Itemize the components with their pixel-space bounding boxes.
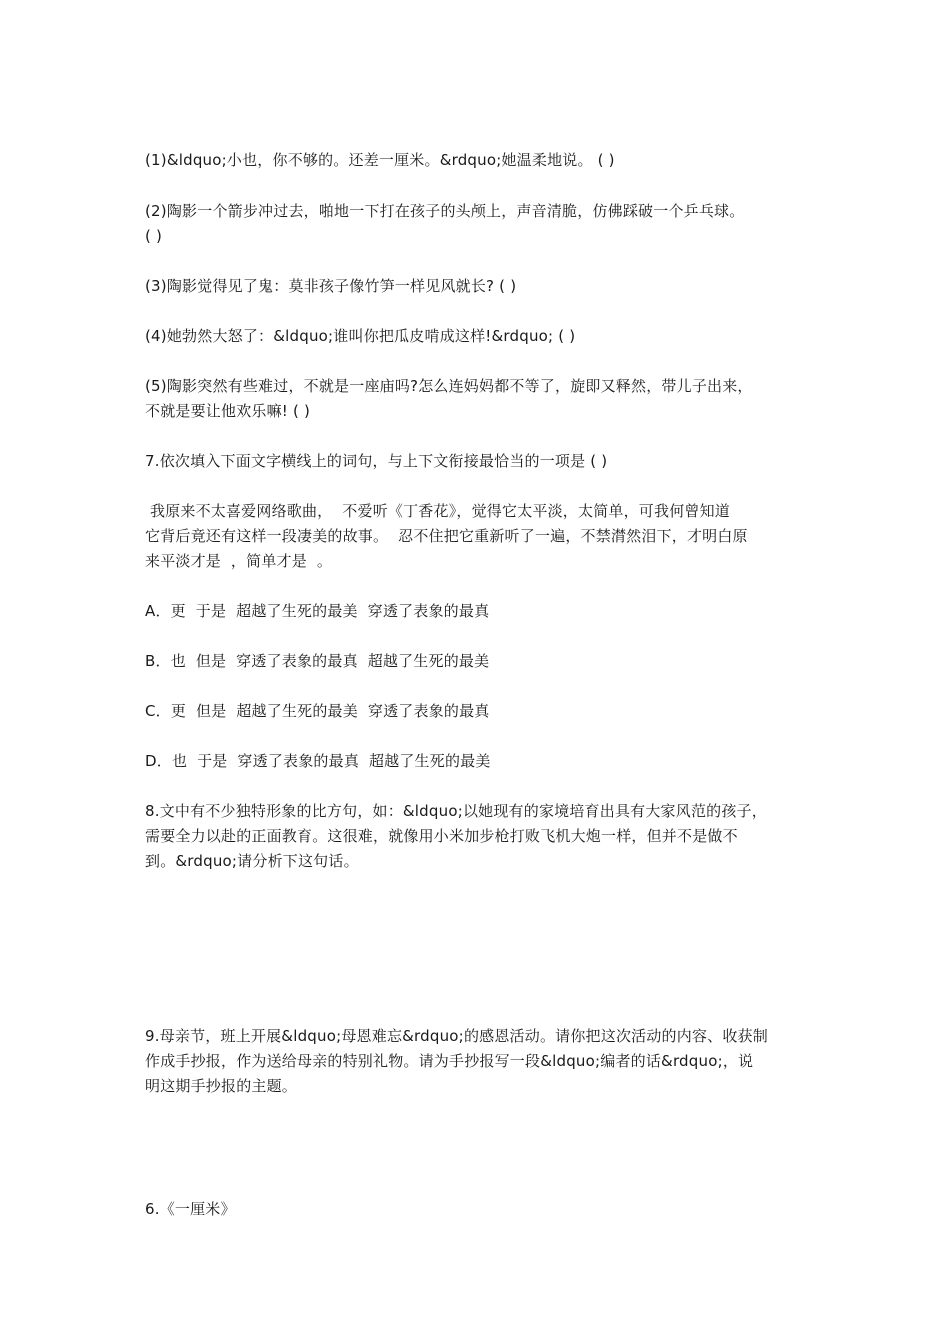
question-4-line: (4)她勃然大怒了：&ldquo;谁叫你把瓜皮啃成这样!&rdquo; ( ) [145, 327, 576, 345]
option-b: B．也 但是 穿透了表象的最真 超越了生死的最美 [145, 652, 490, 670]
question-2-line: (2)陶影一个箭步冲过去，啪地一下打在孩子的头颅上，声音清脆，仿佛踩破一个乒乓球。 [145, 202, 745, 220]
question-1-line: (1)&ldquo;小也，你不够的。还差一厘米。&rdquo;她温柔地说。 ( ) [145, 151, 615, 169]
question-9-line-3: 明这期手抄报的主题。 [145, 1077, 298, 1095]
question-7-heading: 7.依次填入下面文字横线上的词句，与上下文衔接最恰当的一项是 ( ) [145, 452, 608, 470]
option-a: A．更 于是 超越了生死的最美 穿透了表象的最真 [145, 602, 490, 620]
question-3-line: (3)陶影觉得见了鬼：莫非孩子像竹笋一样见风就长? ( ) [145, 277, 517, 295]
option-c: C．更 但是 超越了生死的最美 穿透了表象的最真 [145, 702, 490, 720]
question-8-line-1: 8.文中有不少独特形象的比方句，如：&ldquo;以她现有的家境培育出具有大家风范的孩子， [145, 802, 767, 820]
question-9-line-2: 作成手抄报，作为送给母亲的特别礼物。请为手抄报写一段&ldquo;编者的话&rdquo;，说 [145, 1052, 754, 1070]
question-2-line-cont: ( ) [145, 227, 163, 245]
section-6-heading: 6.《一厘米》 [145, 1200, 236, 1218]
question-8-line-2: 需要全力以赴的正面教育。这很难，就像用小米加步枪打败飞机大炮一样，但并不是做不 [145, 827, 738, 845]
passage-line-1: 我原来不太喜爱网络歌曲， 不爱听《丁香花》，觉得它太平淡，太简单，可我何曾知道 [145, 502, 731, 520]
question-9-line-1: 9.母亲节，班上开展&ldquo;母恩难忘&rdquo;的感恩活动。请你把这次活动的内容、收获制 [145, 1027, 768, 1045]
option-d: D．也 于是 穿透了表象的最真 超越了生死的最美 [145, 752, 491, 770]
question-5-line: (5)陶影突然有些难过，不就是一座庙吗?怎么连妈妈都不等了，旋即又释然，带儿子出来， [145, 377, 753, 395]
passage-line-2: 它背后竟还有这样一段凄美的故事。 忍不住把它重新听了一遍，不禁潸然泪下，才明白原 [145, 527, 748, 545]
question-5-line-cont: 不就是要让他欢乐嘛! ( ) [145, 402, 311, 420]
passage-line-3: 来平淡才是 ，简单才是 。 [145, 552, 333, 570]
question-8-line-3: 到。&rdquo;请分析下这句话。 [145, 852, 359, 870]
